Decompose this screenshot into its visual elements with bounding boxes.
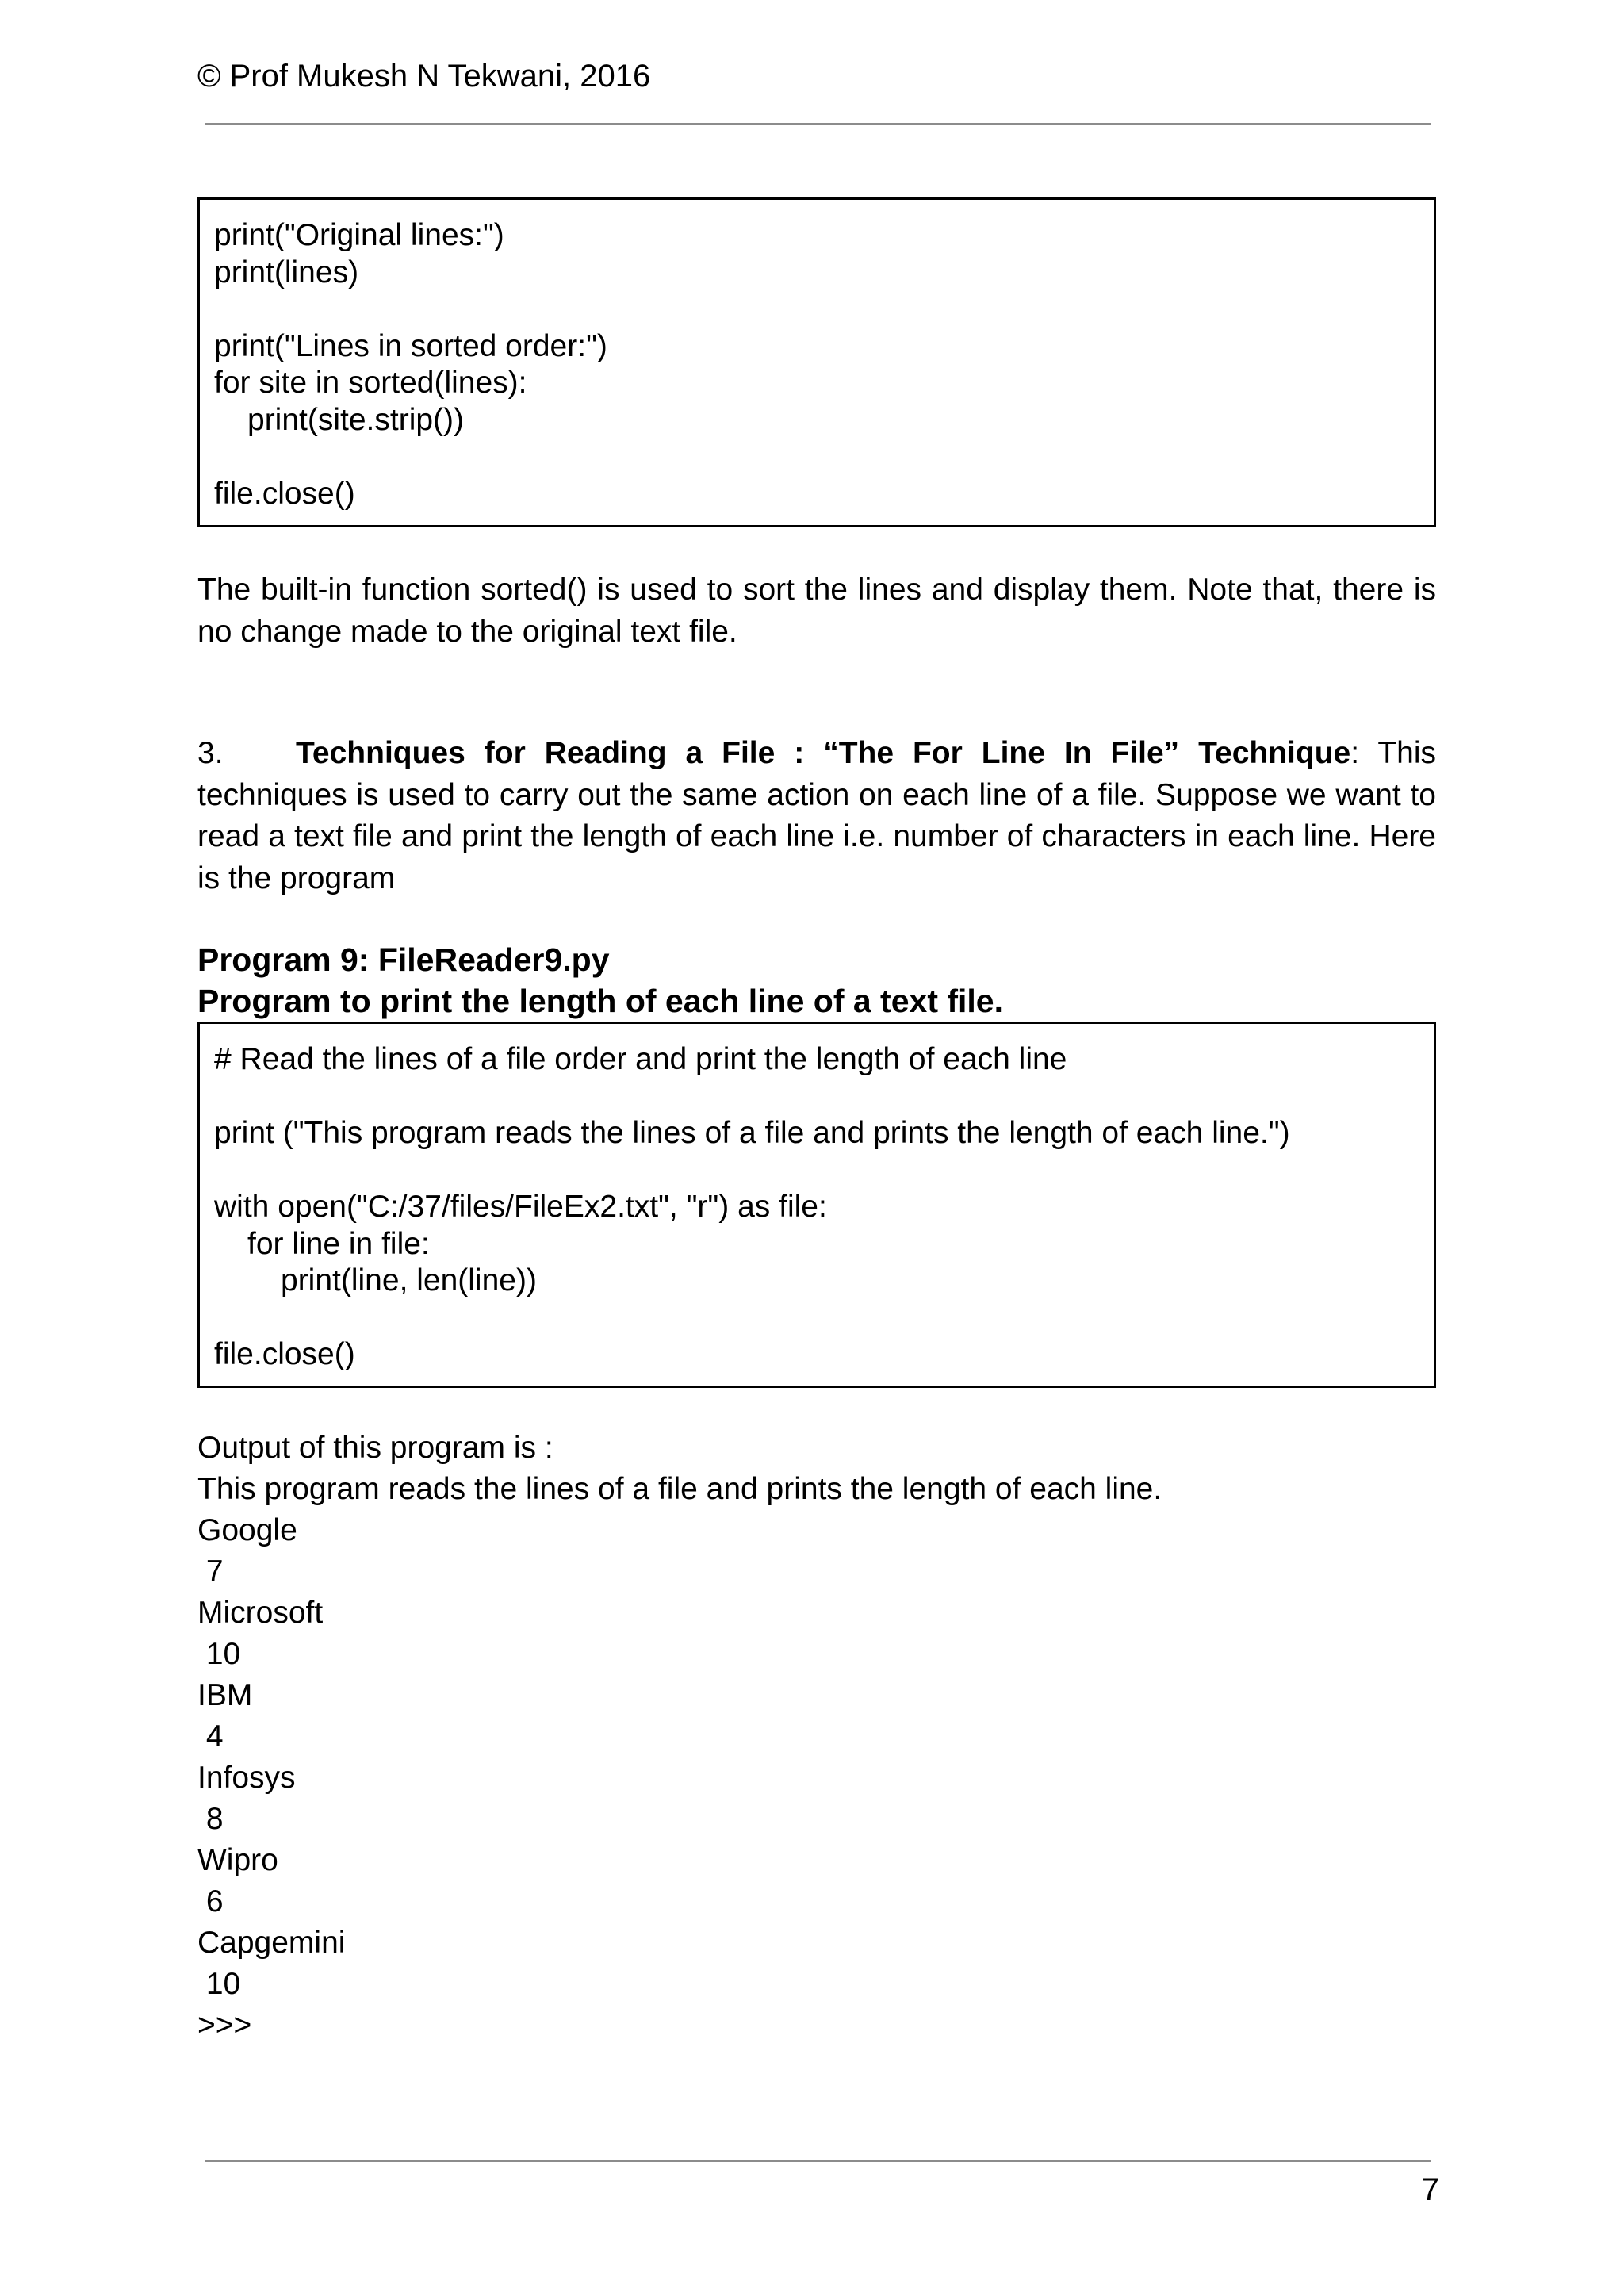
output-line: Microsoft xyxy=(197,1596,324,1630)
code-line: for site in sorted(lines): xyxy=(214,366,527,400)
output-line: Google xyxy=(197,1513,297,1547)
code-line: print(lines) xyxy=(214,255,359,289)
program-title-block xyxy=(197,939,1436,1022)
output-line: Infosys xyxy=(197,1761,296,1795)
output-line: Wipro xyxy=(197,1843,278,1877)
program-output xyxy=(197,1428,1436,2046)
code-line: # Read the lines of a file order and print the length of each line xyxy=(214,1042,1067,1076)
page-header: © Prof Mukesh N Tekwani, 2016 xyxy=(197,59,651,94)
code-line: for line in file: xyxy=(247,1226,430,1261)
section-body: : This techniques is used to carry out the same action on each line of a file. Suppose we want to read a text file and print the length of each line i.e. number of characters in each line. Here is the program xyxy=(197,736,1436,895)
output-line: 7 xyxy=(197,1554,224,1589)
code-line: print("Lines in sorted order:") xyxy=(214,328,607,363)
code-line: with open("C:/37/files/FileEx2.txt", "r") as file: xyxy=(214,1190,827,1224)
program-title: Program 9: FileReader9.py xyxy=(197,941,610,978)
code-line: file.close() xyxy=(214,476,355,511)
output-prompt: >>> xyxy=(197,2008,252,2042)
section-heading: Techniques for Reading a File : “The For Line In File” Technique xyxy=(296,736,1351,770)
code-line: print(site.strip()) xyxy=(247,402,465,437)
section-3-paragraph xyxy=(197,733,1436,899)
output-line: 8 xyxy=(197,1802,224,1836)
code-block-2 xyxy=(197,1022,1436,1388)
code-blank-line xyxy=(214,291,1419,328)
code-line: print(line, len(line)) xyxy=(281,1263,537,1297)
code-line: file.close() xyxy=(214,1337,355,1371)
output-line: 10 xyxy=(197,1967,241,2001)
output-line: Capgemini xyxy=(197,1926,346,1960)
output-line: This program reads the lines of a file and prints the length of each line. xyxy=(197,1472,1162,1506)
code-block-1 xyxy=(197,197,1436,527)
code-blank-line xyxy=(214,439,1419,476)
output-line: 6 xyxy=(197,1884,224,1918)
code-blank-line xyxy=(214,1079,1419,1116)
output-line: 4 xyxy=(197,1719,224,1754)
program-subtitle: Program to print the length of each line of a text file. xyxy=(197,983,1003,1019)
code-blank-line xyxy=(214,1300,1419,1337)
footer-divider xyxy=(205,2160,1431,2162)
section-number: 3. xyxy=(197,736,224,770)
code-blank-line xyxy=(214,1152,1419,1190)
code-line: print("Original lines:") xyxy=(214,218,504,252)
output-line: 10 xyxy=(197,1637,241,1671)
output-intro: Output of this program is : xyxy=(197,1431,553,1465)
paragraph-sorted-explanation: The built-in function sorted() is used to sort the lines and display them. Note that, there is no change made to the original text file. xyxy=(197,573,1436,649)
header-divider xyxy=(205,123,1431,125)
output-line: IBM xyxy=(197,1678,253,1712)
page-number: 7 xyxy=(1421,2172,1439,2207)
code-line: print ("This program reads the lines of a file and prints the length of each line.") xyxy=(214,1116,1290,1150)
